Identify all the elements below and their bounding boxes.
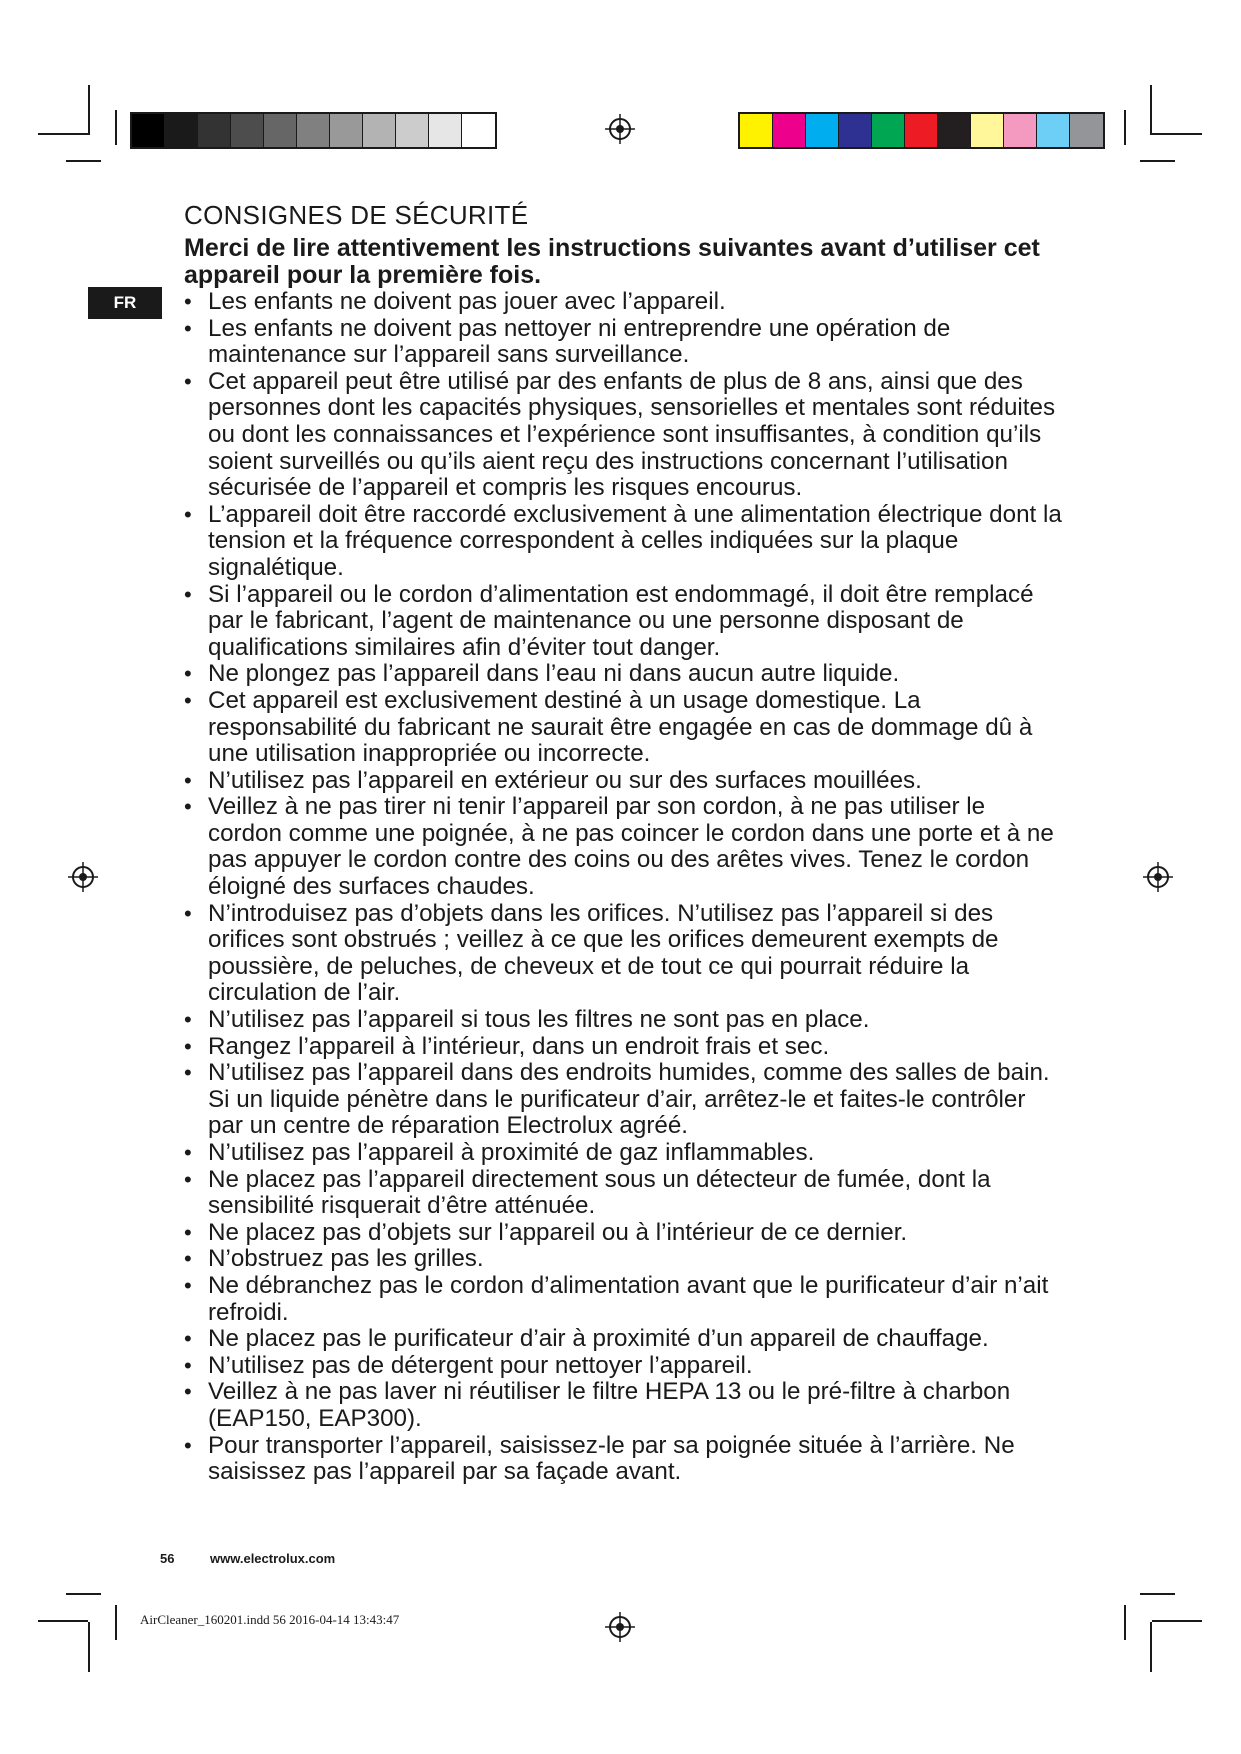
crop-mark <box>115 110 117 145</box>
list-item: • Ne plongez pas l’appareil dans l’eau ni dans aucun autre liquide. <box>184 661 1064 688</box>
list-item: • N’utilisez pas de détergent pour nettoyer l’appareil. <box>184 1353 1064 1380</box>
color-swatch <box>839 114 872 147</box>
crop-mark <box>1140 160 1175 162</box>
list-item: • N’introduisez pas d’objets dans les orifices. N’utilisez pas l’appareil si des orifices sont obstrués ; veillez à ce que les orifices demeurent exempts de poussière, de peluches, de cheveux et de tout ce qui pourrait réduire la circulation de l’air. <box>184 901 1064 1007</box>
crop-mark <box>115 1605 117 1640</box>
color-swatch <box>330 114 363 147</box>
color-swatch <box>938 114 971 147</box>
registration-mark-icon <box>605 114 635 144</box>
color-swatch <box>462 114 495 147</box>
color-swatch <box>806 114 839 147</box>
list-item: • Si l’appareil ou le cordon d’alimentation est endommagé, il doit être remplacé par le fabricant, l’agent de maintenance ou une personne disposant de qualifications similaires afin d’éviter tout danger. <box>184 582 1064 662</box>
section-heading: CONSIGNES DE SÉCURITÉ <box>184 200 529 230</box>
color-swatch <box>231 114 264 147</box>
color-swatch <box>132 114 165 147</box>
registration-mark-icon <box>605 1612 635 1642</box>
list-item: • Les enfants ne doivent pas jouer avec l’appareil. <box>184 289 1064 316</box>
crop-mark <box>38 133 88 135</box>
registration-mark-icon <box>1143 862 1173 892</box>
crop-mark <box>1124 110 1126 145</box>
crop-mark <box>38 1620 88 1622</box>
crop-mark <box>1152 1620 1202 1622</box>
list-item: • Les enfants ne doivent pas nettoyer ni entreprendre une opération de maintenance sur l’appareil sans surveillance. <box>184 316 1064 369</box>
list-item: • Cet appareil est exclusivement destiné à un usage domestique. La responsabilité du fabricant ne saurait être engagée en cas de dommage dû à une utilisation inappropriée ou incorrecte. <box>184 688 1064 768</box>
crop-mark <box>1124 1605 1126 1640</box>
safety-section <box>184 200 1064 1486</box>
list-item: • N’utilisez pas l’appareil dans des endroits humides, comme des salles de bain. Si un liquide pénètre dans le purificateur d’air, arrêtez-le et faites-le contrôler par un centre de réparation Electrolux agréé. <box>184 1060 1064 1140</box>
color-swatch <box>429 114 462 147</box>
list-item: • Cet appareil peut être utilisé par des enfants de plus de 8 ans, ainsi que des personnes dont les capacités physiques, sensorielles et mentales sont réduites ou dont les connaissances et l’expérience sont insuffisantes, à condition qu’ils soient surveillés ou qu’ils aient reçu des instructions concernant l’utilisation sécurisée de l’appareil et compris les risques encourus. <box>184 369 1064 502</box>
list-item: • Rangez l’appareil à l’intérieur, dans un endroit frais et sec. <box>184 1034 1064 1061</box>
list-item: • Veillez à ne pas laver ni réutiliser le filtre HEPA 13 ou le pré-filtre à charbon (EAP150, EAP300). <box>184 1379 1064 1432</box>
safety-rules-list <box>184 289 1064 1486</box>
crop-mark <box>66 1593 101 1595</box>
list-item: • N’utilisez pas l’appareil à proximité de gaz inflammables. <box>184 1140 1064 1167</box>
crop-mark <box>1140 1593 1175 1595</box>
color-swatch <box>1070 114 1103 147</box>
crop-mark <box>88 1622 90 1672</box>
website-url: www.electrolux.com <box>210 1551 336 1566</box>
crop-mark <box>1150 1622 1152 1672</box>
list-item: • Ne placez pas l’appareil directement sous un détecteur de fumée, dont la sensibilité risquerait d’être atténuée. <box>184 1167 1064 1220</box>
crop-mark <box>1152 133 1202 135</box>
registration-mark-icon <box>68 862 98 892</box>
color-swatch <box>773 114 806 147</box>
file-slug: AirCleaner_160201.indd 56 2016-04-14 13:43:47 <box>140 1612 400 1627</box>
list-item: • N’utilisez pas l’appareil si tous les filtres ne sont pas en place. <box>184 1007 1064 1034</box>
color-swatch <box>872 114 905 147</box>
grayscale-bar <box>130 112 497 149</box>
list-item: • N’obstruez pas les grilles. <box>184 1246 1064 1273</box>
list-item: • Pour transporter l’appareil, saisissez-le par sa poignée située à l’arrière. Ne saisissez pas l’appareil par sa façade avant. <box>184 1433 1064 1486</box>
color-swatch <box>905 114 938 147</box>
color-swatch <box>165 114 198 147</box>
color-swatch <box>740 114 773 147</box>
list-item: • Veillez à ne pas tirer ni tenir l’appareil par son cordon, à ne pas utiliser le cordon comme une poignée, à ne pas coincer le cordon dans une porte et à ne pas appuyer le cordon contre des coins ou des arêtes vives. Tenez le cordon éloigné des surfaces chaudes. <box>184 794 1064 900</box>
color-swatch <box>971 114 1004 147</box>
list-item: • N’utilisez pas l’appareil en extérieur ou sur des surfaces mouillées. <box>184 768 1064 795</box>
crop-mark <box>88 85 90 135</box>
language-tab: FR <box>88 287 162 319</box>
color-swatch <box>198 114 231 147</box>
crop-mark <box>66 160 101 162</box>
color-swatch <box>297 114 330 147</box>
list-item: • Ne débranchez pas le cordon d’alimentation avant que le purificateur d’air n’ait refroidi. <box>184 1273 1064 1326</box>
list-item: • L’appareil doit être raccordé exclusivement à une alimentation électrique dont la tension et la fréquence correspondent à celles indiquées sur la plaque signalétique. <box>184 502 1064 582</box>
page-number: 56 <box>160 1551 175 1566</box>
section-intro: Merci de lire attentivement les instructions suivantes avant d’utiliser cet appareil pour la première fois. <box>184 234 1040 289</box>
crop-mark <box>1150 85 1152 135</box>
color-bar <box>738 112 1105 149</box>
list-item: • Ne placez pas d’objets sur l’appareil ou à l’intérieur de ce dernier. <box>184 1220 1064 1247</box>
color-swatch <box>1004 114 1037 147</box>
color-swatch <box>264 114 297 147</box>
color-swatch <box>1037 114 1070 147</box>
color-swatch <box>363 114 396 147</box>
color-swatch <box>396 114 429 147</box>
list-item: • Ne placez pas le purificateur d’air à proximité d’un appareil de chauffage. <box>184 1326 1064 1353</box>
